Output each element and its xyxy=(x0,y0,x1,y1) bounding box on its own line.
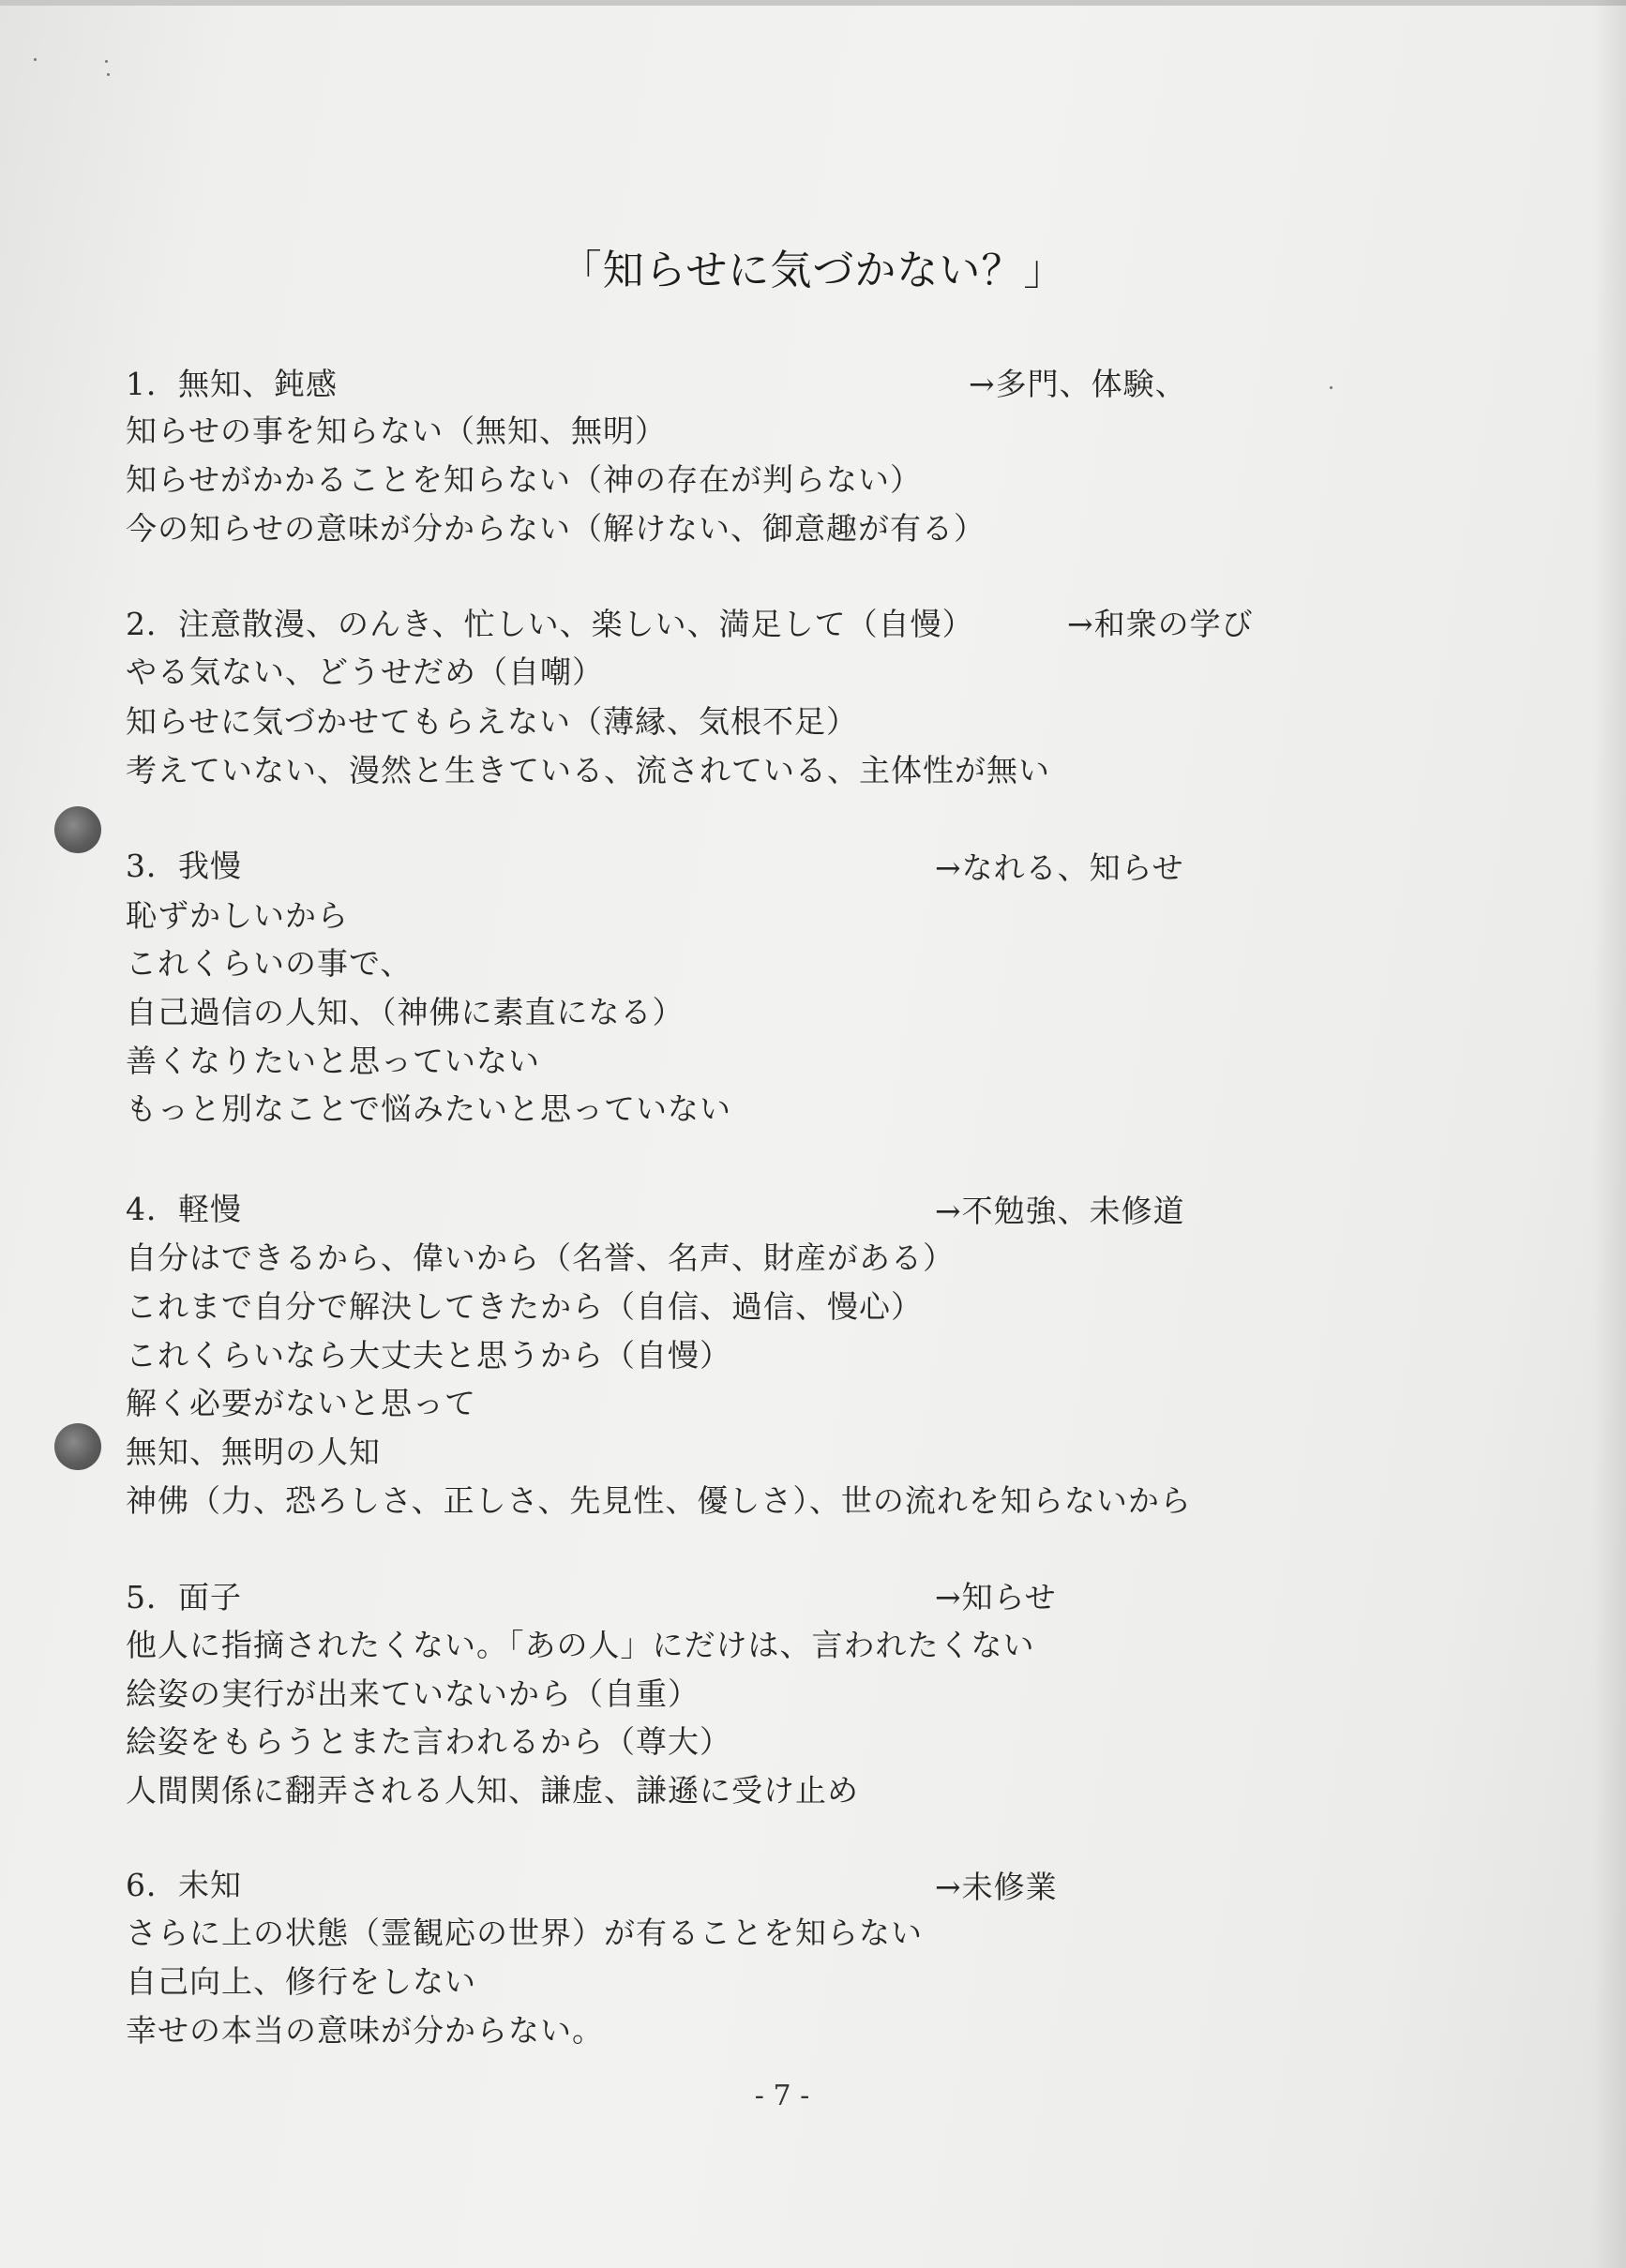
section-2-line: 考えていない、漫然と生きている、流されている、主体性が無い xyxy=(126,752,1050,789)
section-6-arrow-note: →未修業 xyxy=(935,1869,1058,1905)
section-4-line: 自分はできるから、偉いから（名誉、名声、財産がある） xyxy=(126,1239,955,1276)
section-6-line: さらに上の状態（霊観応の世界）が有ることを知らない xyxy=(126,1915,923,1951)
section-5-line: 人間関係に翻弄される人知、謙虚、謙遜に受け止め xyxy=(126,1772,859,1809)
section-1-line: 知らせの事を知らない（無知、無明） xyxy=(126,413,668,449)
punch-hole-bottom xyxy=(54,1423,101,1470)
page-top-edge xyxy=(0,0,1626,6)
section-3-line: これくらいの事で、 xyxy=(126,945,413,982)
paper-speck xyxy=(34,58,37,61)
section-2-line: 知らせに気づかせてもらえない（薄縁、気根不足） xyxy=(126,703,859,740)
section-6-line: 自己向上、修行をしない xyxy=(126,1963,476,2000)
section-3-line: もっと別なことで悩みたいと思っていない xyxy=(126,1090,731,1127)
section-3-arrow-note: →なれる、知らせ xyxy=(935,849,1184,886)
section-3-line: 恥ずかしいから xyxy=(126,897,349,934)
section-5-heading: 5．面子 xyxy=(126,1579,242,1615)
section-4-line: これまで自分で解決してきたから（自信、過信、慢心） xyxy=(126,1288,923,1325)
section-1-arrow-note: →多門、体験、 xyxy=(969,366,1187,402)
section-4-line: 無知、無明の人知 xyxy=(126,1434,381,1470)
section-5-line: 絵姿をもらうとまた言われるから（尊大） xyxy=(126,1723,731,1760)
paper-speck xyxy=(105,60,108,63)
section-2-heading: 2．注意散漫、のんき、忙しい、楽しい、満足して（自慢） xyxy=(126,606,974,642)
section-6-heading: 6．未知 xyxy=(126,1867,242,1903)
section-3-line: 善くなりたいと思っていない xyxy=(126,1043,540,1079)
paper-speck xyxy=(1330,386,1332,389)
section-5-line: 他人に指摘されたくない。「あの人」にだけは、言われたくない xyxy=(126,1627,1035,1663)
page-right-shadow xyxy=(1592,0,1626,2268)
section-1-line: 知らせがかかることを知らない（神の存在が判らない） xyxy=(126,461,923,498)
section-3-line: 自己過信の人知、（神佛に素直になる） xyxy=(126,994,685,1030)
section-2-arrow-note: →和衆の学び xyxy=(1067,606,1254,642)
document-title: 「知らせに気づかない？」 xyxy=(560,247,1066,294)
section-4-line: 解く必要がないと思って xyxy=(126,1385,476,1421)
section-5-arrow-note: →知らせ xyxy=(935,1579,1057,1615)
section-4-arrow-note: →不勉強、未修道 xyxy=(935,1193,1185,1229)
section-3-heading: 3．我慢 xyxy=(126,848,242,884)
section-4-line: 神佛（力、恐ろしさ、正しさ、先見性、優しさ）、世の流れを知らないから xyxy=(126,1482,1192,1519)
section-2-line: やる気ない、どうせだめ（自嘲） xyxy=(126,653,604,690)
section-1-heading: 1．無知、鈍感 xyxy=(126,366,338,402)
page-number: - 7 - xyxy=(754,2080,810,2112)
paper-speck xyxy=(107,73,110,76)
punch-hole-top xyxy=(54,806,101,853)
section-4-heading: 4．軽慢 xyxy=(126,1191,242,1227)
section-4-line: これくらいなら大丈夫と思うから（自慢） xyxy=(126,1337,731,1374)
section-6-line: 幸せの本当の意味が分からない。 xyxy=(126,2012,604,2049)
section-1-line: 今の知らせの意味が分からない（解けない、御意趣が有る） xyxy=(126,510,986,547)
section-5-line: 絵姿の実行が出来ていないから（自重） xyxy=(126,1675,700,1712)
